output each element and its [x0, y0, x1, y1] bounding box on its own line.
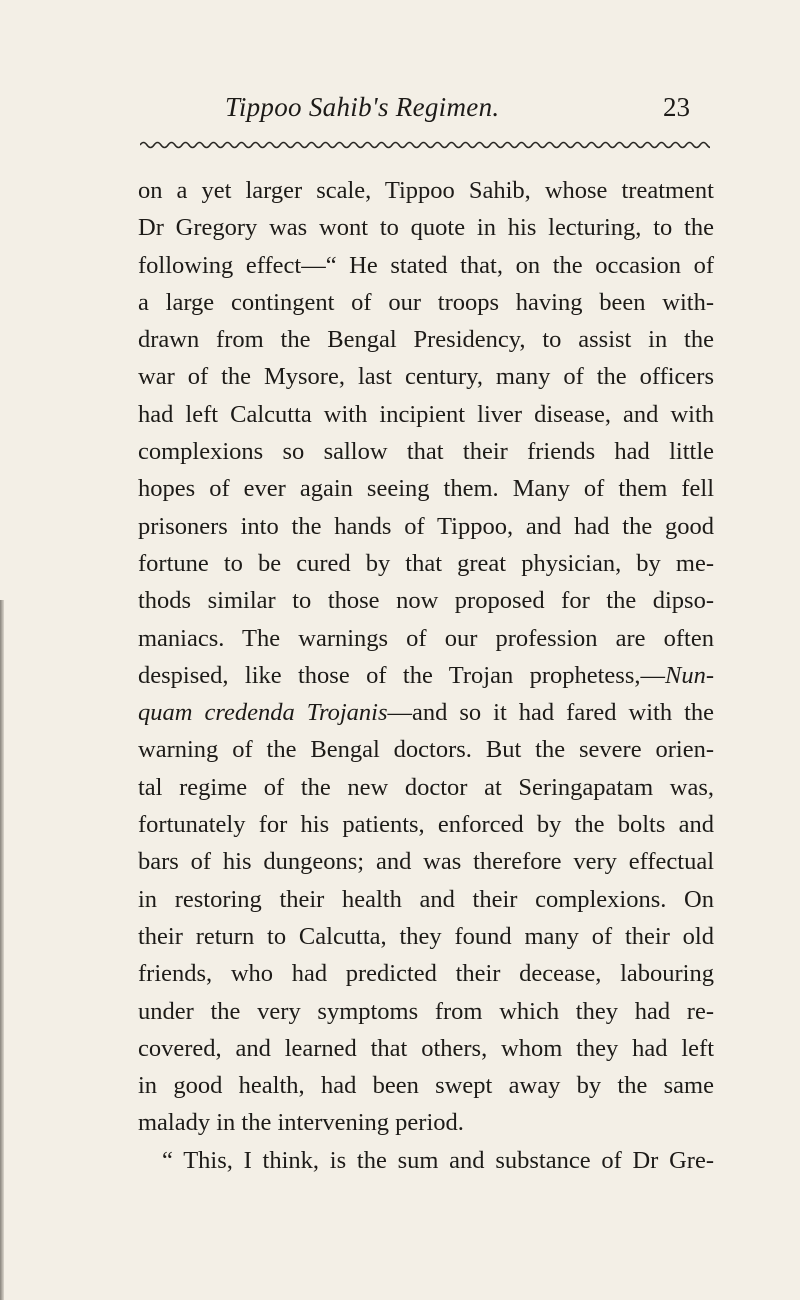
text-line: their return to Calcutta, they found many of their old	[138, 922, 714, 950]
text-line: Dr Gregory was wont to quote in his lecturing, to the	[138, 214, 714, 242]
text-line: in good health, had been swept away by the same	[138, 1072, 714, 1100]
text-line: complexions so sallow that their friends had little	[138, 438, 714, 466]
text-line: hopes of ever again seeing them. Many of them fell	[138, 475, 714, 503]
text-line: in restoring their health and their complexions. On	[138, 885, 714, 913]
text-line: covered, and learned that others, whom they had left	[138, 1034, 714, 1062]
text-line: on a yet larger scale, Tippoo Sahib, whose treatment	[138, 177, 714, 204]
text-line: had left Calcutta with incipient liver disease, and with	[138, 400, 714, 428]
paragraph-end-line: malady in the intervening period.	[138, 1109, 464, 1137]
italic-latin-segment: Nun-	[665, 661, 714, 689]
text-line: drawn from the Bengal Presidency, to assist in the	[138, 326, 714, 354]
text-line-with-italic	[138, 694, 714, 731]
text-line: following effect—“ He stated that, on the occasion of	[138, 251, 714, 279]
text-line: warning of the Bengal doctors. But the severe orien-	[138, 736, 714, 764]
page-edge-shadow	[0, 600, 4, 1300]
text-line: war of the Mysore, last century, many of the officers	[138, 363, 714, 391]
text-line: a large contingent of our troops having been with-	[138, 288, 714, 316]
text-line: bars of his dungeons; and was therefore very effectual	[138, 848, 714, 876]
text-line: maniacs. The warnings of our profession are often	[138, 624, 714, 652]
text-segment: —and so it had fared with the	[387, 699, 715, 727]
text-line: under the very symptoms from which they had re-	[138, 997, 714, 1025]
body-text	[138, 172, 714, 1179]
text-line: thods similar to those now proposed for the dipso-	[138, 587, 714, 615]
italic-latin-phrase: quam credenda Trojanis	[138, 699, 388, 727]
text-line: prisoners into the hands of Tippoo, and had the good	[138, 512, 714, 540]
running-title: Tippoo Sahib's Regimen.	[225, 92, 500, 122]
text-line: fortunately for his patients, enforced by the bolts and	[138, 811, 714, 839]
text-line: fortune to be cured by that great physician, by me-	[138, 549, 714, 577]
next-paragraph-line: “ This, I think, is the sum and substance of Dr Gre-	[162, 1146, 714, 1174]
text-line: friends, who had predicted their decease, labouring	[138, 960, 714, 988]
page-number: 23	[663, 92, 690, 122]
page-header	[150, 92, 690, 132]
wavy-rule-ornament	[140, 140, 710, 150]
text-segment: despised, like those of the Trojan prophetess,—	[138, 661, 665, 689]
text-line: tal regime of the new doctor at Seringapatam was,	[138, 773, 714, 801]
text-line-with-italic	[138, 657, 714, 694]
